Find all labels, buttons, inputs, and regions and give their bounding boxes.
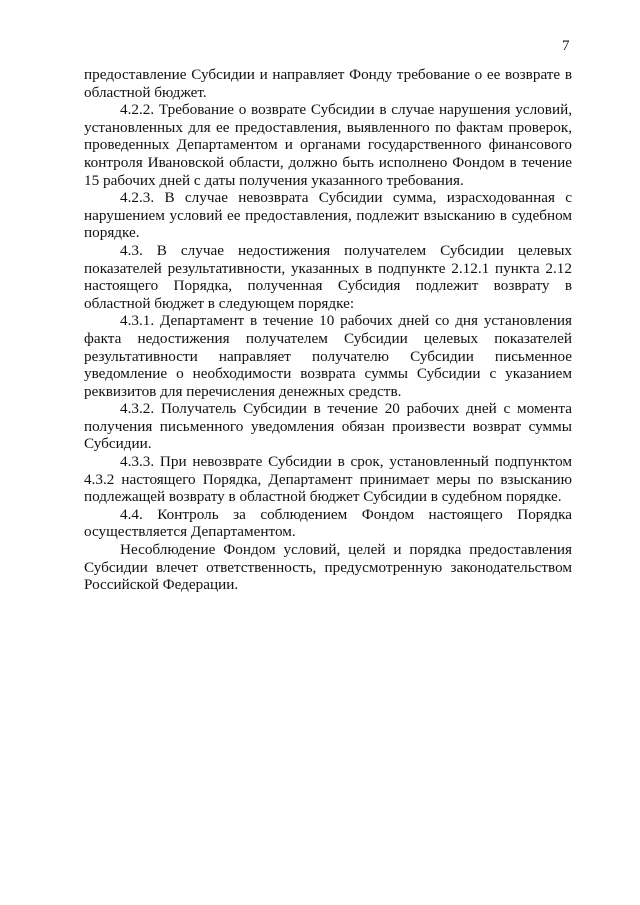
paragraph-4-4: 4.4. Контроль за соблюдением Фондом настоящего Порядка осуществляется Департаментом.: [84, 505, 572, 541]
paragraph-4-3-3: 4.3.3. При невозврате Субсидии в срок, установленный подпунктом 4.3.2 настоящего Порядка, Департамент принимает меры по взысканию подлежащей возврату в областной бюджет Субсидии в судебном порядке.: [84, 453, 572, 506]
paragraph-continuation: предоставление Субсидии и направляет Фонду требование о ее возврате в областной бюджет.: [84, 66, 572, 101]
paragraph-4-3: 4.3. В случае недостижения получателем Субсидии целевых показателей результативности, указанных в подпункте 2.12.1 пункта 2.12 настоящего Порядка, полученная Субсидия подлежит возврату в областной бюджет в следующем порядке:: [84, 241, 572, 312]
document-body: [84, 66, 572, 594]
paragraph-liability: Несоблюдение Фондом условий, целей и порядка предоставления Субсидии влечет ответственность, предусмотренную законодательством Российской Федерации.: [84, 541, 572, 594]
paragraph-4-2-3: 4.2.3. В случае невозврата Субсидии сумма, израсходованная с нарушением условий ее предоставления, подлежит взысканию в судебном порядке.: [84, 189, 572, 242]
page-number: 7: [562, 38, 570, 54]
paragraph-4-3-1: 4.3.1. Департамент в течение 10 рабочих дней со дня установления факта недостижения получателем Субсидии целевых показателей результативности направляет получателю Субсидии письменное уведомление о необходимости возврата суммы Субсидии с указанием реквизитов для перечисления денежных средств.: [84, 312, 572, 400]
paragraph-4-2-2: 4.2.2. Требование о возврате Субсидии в случае нарушения условий, установленных для ее предоставления, выявленного по фактам проверок, проведенных Департаментом и органами государственного финансового контроля Ивановской области, должно быть исполнено Фондом в течение 15 рабочих дней с даты получения указанного требования.: [84, 101, 572, 189]
paragraph-4-3-2: 4.3.2. Получатель Субсидии в течение 20 рабочих дней с момента получения письменного уведомления обязан произвести возврат суммы Субсидии.: [84, 400, 572, 453]
